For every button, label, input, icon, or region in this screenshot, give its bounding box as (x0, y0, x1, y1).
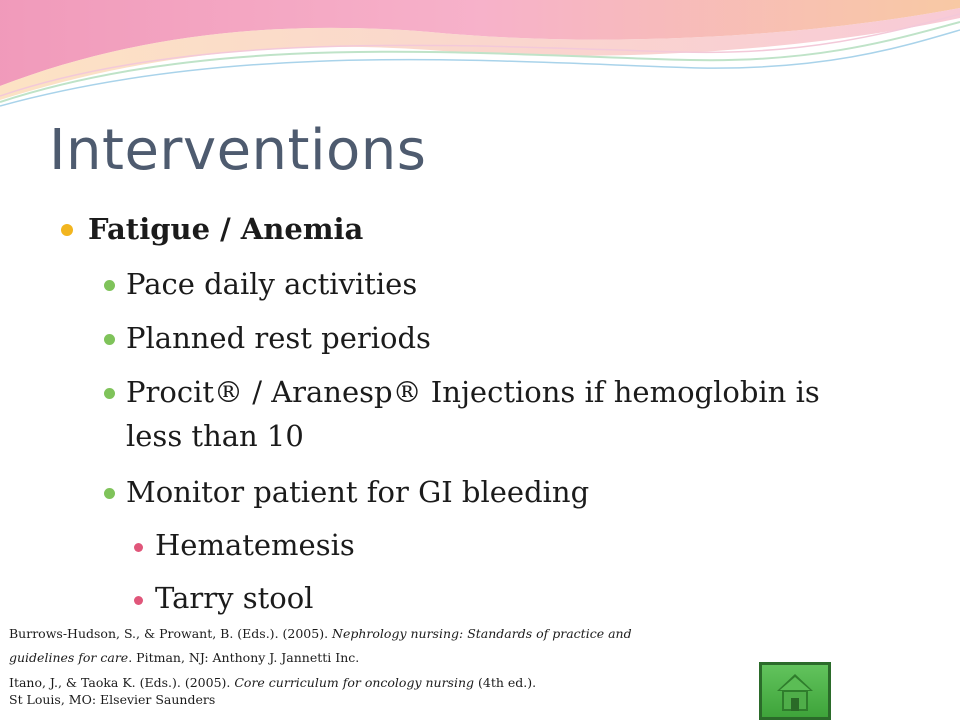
bullet-dot (134, 596, 143, 605)
reference-1-line-2: guidelines for care. Pitman, NJ: Anthony J. Jannetti Inc. (9, 650, 360, 665)
reference-2-line-1: Itano, J., & Taoka K. (Eds.). (2005). Core curriculum for oncology nursing (4th ed.). (9, 675, 537, 690)
bullet-tarry-stool: Tarry stool (155, 581, 314, 615)
bullet-monitor-gi: Monitor patient for GI bleeding (126, 475, 590, 509)
bullet-planned-rest: Planned rest periods (126, 321, 431, 355)
page-title: Interventions (49, 118, 427, 183)
home-button[interactable] (759, 662, 831, 720)
bullet-procit-aranesp: Procit® / Aranesp® Injections if hemoglobin is (126, 375, 820, 409)
references (9, 622, 709, 708)
reference-1-line-1: Burrows-Hudson, S., & Prowant, B. (Eds.). (2005). Nephrology nursing: Standards of practice and (9, 626, 632, 641)
home-icon (775, 671, 815, 713)
bullet-dot (61, 224, 73, 236)
reference-2 (9, 674, 709, 708)
bullet-dot (104, 488, 115, 499)
bullet-pace-activities: Pace daily activities (126, 267, 418, 301)
bullet-dot (104, 388, 115, 399)
bullet-hematemesis: Hematemesis (155, 528, 355, 562)
bullet-dot (134, 543, 143, 552)
bullet-fatigue-anemia: Fatigue / Anemia (88, 212, 364, 246)
home-button-face[interactable] (762, 665, 828, 717)
bullet-procit-aranesp-cont: less than 10 (126, 419, 304, 453)
bullet-dot (104, 334, 115, 345)
bullet-dot (104, 280, 115, 291)
reference-2-line-2: St Louis, MO: Elsevier Saunders (9, 692, 216, 707)
